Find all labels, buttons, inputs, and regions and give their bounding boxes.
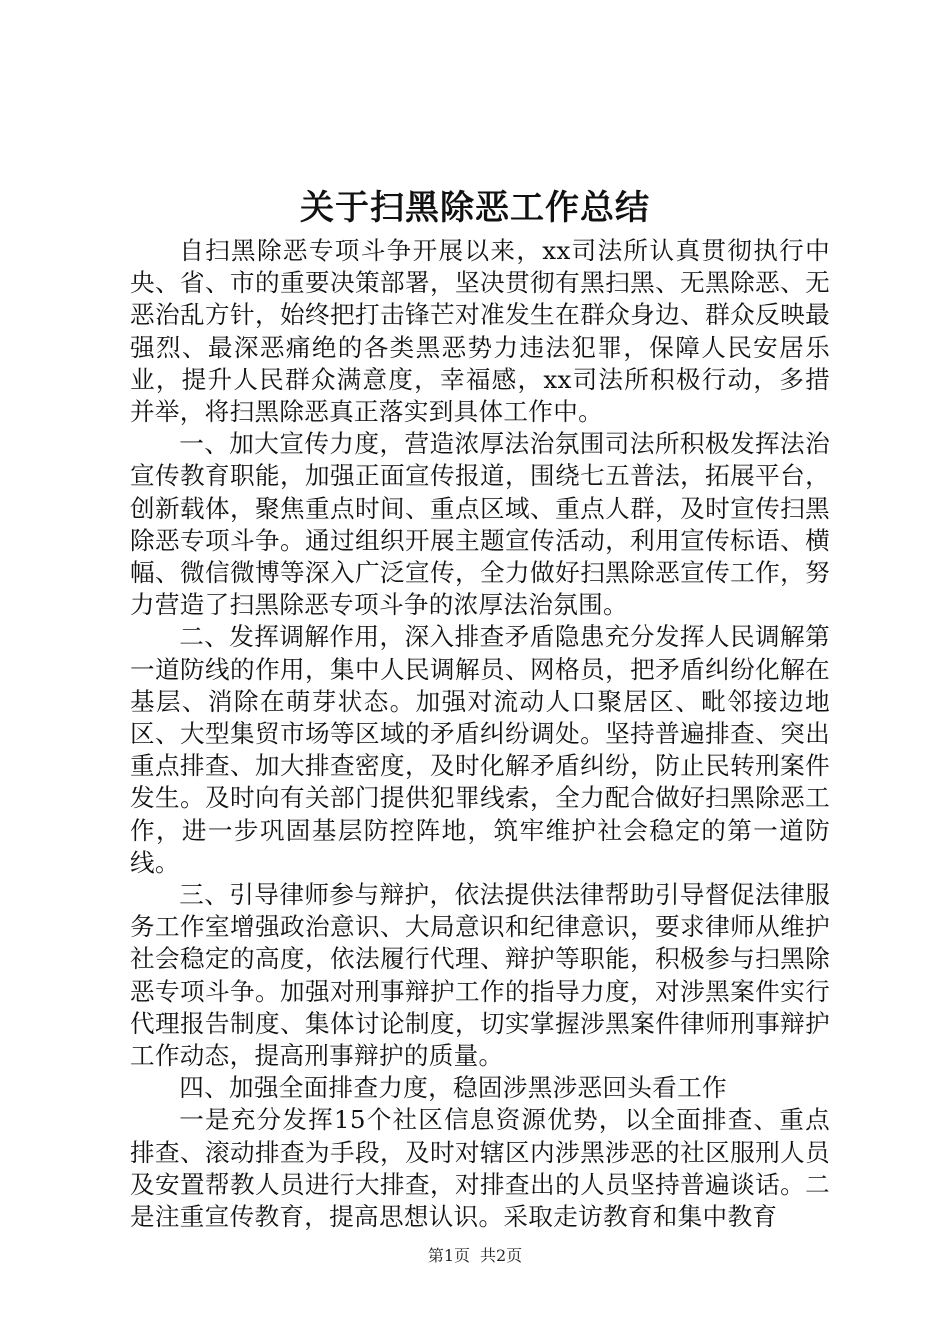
page-total: 共2页 [480, 1246, 523, 1265]
document-title: 关于扫黑除恶工作总结 [300, 188, 650, 228]
paragraph-intro: 自扫黑除恶专项斗争开展以来，xx司法所认真贯彻执行中央、省、市的重要决策部署，坚决贯彻有黑扫黑、无黑除恶、无恶治乱方针，始终把打击锋芒对准发生在群众身边、群众反映最强烈、最深恶痛绝的各类黑恶势力违法犯罪，保障人民安居乐业，提升人民群众满意度，幸福感，xx司法所积极行动，多措并举，将扫黑除恶真正落实到具体工作中。 [130, 236, 830, 427]
paragraph-section-4-heading: 四、加强全面排查力度，稳固涉黑涉恶回头看工作 [179, 1073, 727, 1103]
paragraph-section-1: 一、加大宣传力度，营造浓厚法治氛围司法所积极发挥法治宣传教育职能，加强正面宣传报道，围绕七五普法，拓展平台，创新载体，聚焦重点时间、重点区域、重点人群，及时宣传扫黑除恶专项斗争。通过组织开展主题宣传活动，利用宣传标语、横幅、微信微博等深入广泛宣传，全力做好扫黑除恶宣传工作，努力营造了扫黑除恶专项斗争的浓厚法治氛围。 [130, 429, 830, 620]
paragraph-section-3: 三、引导律师参与辩护，依法提供法律帮助引导督促法律服务工作室增强政治意识、大局意识和纪律意识，要求律师从维护社会稳定的高度，依法履行代理、辩护等职能，积极参与扫黑除恶专项斗争。加强对刑事辩护工作的指导力度，对涉黑案件实行代理报告制度、集体讨论制度，切实掌握涉黑案件律师刑事辩护工作动态，提高刑事辩护的质量。 [130, 880, 830, 1071]
document-body [130, 235, 830, 1233]
paragraph-section-2: 二、发挥调解作用，深入排查矛盾隐患充分发挥人民调解第一道防线的作用，集中人民调解员、网格员，把矛盾纠纷化解在基层、消除在萌芽状态。加强对流动人口聚居区、毗邻接边地区、大型集贸市场等区域的矛盾纠纷调处。坚持普遍排查、突出重点排查、加大排查密度，及时化解矛盾纠纷，防止民转刑案件发生。及时向有关部门提供犯罪线索，全力配合做好扫黑除恶工作，进一步巩固基层防控阵地，筑牢维护社会稳定的第一道防线。 [130, 622, 830, 877]
page-number: 第1页 [427, 1246, 470, 1265]
paragraph-section-4-body: 一是充分发挥15个社区信息资源优势，以全面排查、重点排查、滚动排查为手段，及时对辖区内涉黑涉恶的社区服刑人员及安置帮教人员进行大排查，对排查出的人员坚持普遍谈话。二是注重宣传教育，提高思想认识。采取走访教育和集中教育 [130, 1105, 830, 1232]
page-footer [0, 1245, 950, 1267]
